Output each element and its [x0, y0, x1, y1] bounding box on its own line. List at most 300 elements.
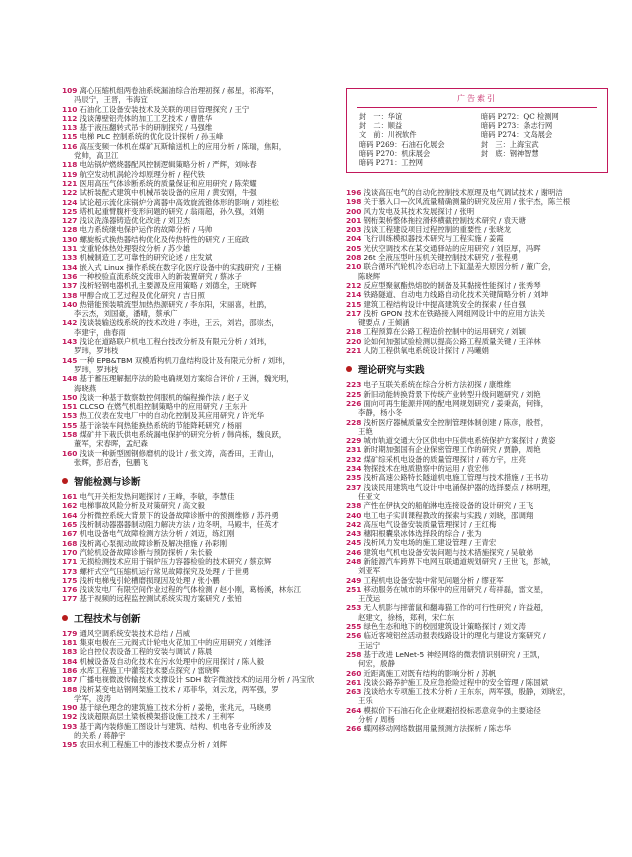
- toc-entry[interactable]: [346, 234, 608, 243]
- entry-title-line: 学军，凌涛: [74, 693, 111, 703]
- section-title: 智能检测与诊断: [74, 477, 141, 489]
- toc-entry[interactable]: [346, 445, 608, 454]
- entry-title-line: 新能源汽车跨界下电网互联通道规划研究 / 王世飞，彭城，: [363, 556, 556, 566]
- entry-title-line: 电工电子实训课程教改的探索与实践 / 刘晓，邵调翔: [363, 510, 534, 520]
- entry-title-line: 模拟价下石油石化企业规避招投标恶意竞争的主要途径: [363, 705, 541, 715]
- entry-title-line: 一种校验直流系统交流串入的新装置研究 / 蔡冰子: [79, 271, 242, 281]
- entry-title-line: 无人机影与摔蕾鼠和翻毒猫工作的可行性研究 / 许益超，: [363, 603, 549, 613]
- toc-entry[interactable]: [62, 337, 330, 356]
- entry-title-line: 董军，宋春晖，孟纪森: [74, 439, 148, 449]
- ad-index-item: 封 二：顺益: [359, 121, 403, 131]
- entry-title-line: 浅析某变电站钢网架施工技术 / 邓菲华，刘云龙，两军强，罗: [79, 684, 279, 694]
- page-number: 249: [346, 575, 362, 585]
- toc-entry[interactable]: [346, 557, 608, 576]
- ad-index-item: [481, 158, 595, 167]
- toc-entry[interactable]: [346, 501, 608, 510]
- toc-entry[interactable]: [346, 650, 608, 669]
- toc-entry[interactable]: [62, 548, 330, 557]
- ad-index-grid: [347, 112, 607, 167]
- page-number: 256: [346, 631, 362, 641]
- page-number: 173: [62, 566, 78, 576]
- entry-title-line: 水库工程施工中灌浆技术要点探究 / 雷晓辉: [79, 665, 220, 675]
- page-number: 258: [346, 649, 362, 659]
- page-number: 215: [346, 299, 362, 309]
- toc-entry[interactable]: [62, 263, 330, 272]
- toc-entry[interactable]: [62, 132, 330, 141]
- toc-entry[interactable]: [62, 647, 330, 656]
- page-number: 134: [62, 262, 78, 272]
- contents-list-mechanics: [62, 86, 330, 467]
- entry-title-line: 离心压缩机组两卷油系统漏油综合治理初探 / 郝星，祁海军，: [79, 86, 279, 95]
- toc-entry[interactable]: [62, 557, 330, 566]
- page-number: 177: [62, 594, 78, 604]
- entry-title-line: 螺杆式空气压缩机运行常见故障探究及处理 / 于世勇: [79, 566, 250, 576]
- entry-title-line: 基于液压翻转式吊卡的研制探究 / 马强维: [79, 123, 213, 133]
- entry-title-line: 王茂运: [358, 594, 381, 604]
- toc-entry[interactable]: [62, 430, 330, 449]
- toc-entry[interactable]: [346, 631, 608, 650]
- toc-entry[interactable]: [62, 281, 330, 290]
- toc-entry[interactable]: [62, 402, 330, 411]
- page-number: 245: [346, 538, 362, 548]
- entry-title-line: 飞行训练模拟器技术研究与工程实施 / 姜霞: [363, 234, 504, 244]
- toc-entry[interactable]: [62, 520, 330, 529]
- page-number: 260: [346, 668, 362, 678]
- page-number: 164: [62, 510, 78, 520]
- section-title: 理论研究与实践: [358, 365, 425, 377]
- page-number: 220: [346, 336, 362, 346]
- page-number: 238: [346, 501, 362, 511]
- toc-entry[interactable]: [62, 123, 330, 132]
- page-number: 130: [62, 234, 78, 244]
- page-number: 190: [62, 703, 78, 713]
- toc-entry[interactable]: [62, 567, 330, 576]
- page-number: 143: [62, 337, 78, 347]
- page-number: 243: [346, 529, 362, 539]
- toc-entry[interactable]: [346, 622, 608, 631]
- entry-title-line: 热错能预装喷流型加热热源研究 / 李东阳，宋丽喜，杜鹃，: [79, 299, 272, 309]
- entry-title-line: 高压电气设备安装质量管理探讨 / 王红梅: [363, 519, 497, 529]
- page-number: 183: [62, 647, 78, 657]
- ad-index-item: 暗码 P274：文岛展会: [481, 130, 553, 140]
- toc-entry[interactable]: [62, 170, 330, 179]
- entry-title-line: 嵌入式 Linux 操作系统在数字化医疗设备中的实践研究 / 王楠: [79, 262, 282, 272]
- entry-title-line: 何宏，殷静: [358, 659, 395, 669]
- bullet-icon: [346, 366, 352, 372]
- ad-index-box: [346, 88, 608, 173]
- entry-title-line: 基于涂装车间热能换热系统的节能降耗研究 / 杨丽: [79, 420, 242, 430]
- ad-divider: [357, 107, 597, 108]
- toc-entry[interactable]: [62, 638, 330, 647]
- toc-entry[interactable]: [62, 318, 330, 337]
- entry-title-line: 浅谈公路养护施工及应急抢险过程中的安全管理 / 陈国斌: [363, 677, 549, 687]
- section-heading-engineering: [62, 611, 330, 625]
- entry-title-line: 通风空调系统安装技术总结 / 吕威: [79, 628, 191, 638]
- toc-entry[interactable]: [62, 86, 330, 105]
- entry-title-line: 一种 EPB&TBM 双模盾构机刀盘结构设计及有限元分析 / 刘玮，: [79, 355, 290, 365]
- entry-title-line: 临近客境铝丝活动报表线路设计的理化与建设方案研究 /: [363, 631, 546, 641]
- toc-entry[interactable]: [346, 197, 608, 206]
- page-number: 118: [62, 160, 78, 170]
- entry-title-line: 近距离施工对既有结构的影响分析 / 苏帆: [363, 668, 497, 678]
- page-number: 229: [346, 436, 362, 446]
- page-number: 246: [346, 547, 362, 557]
- toc-entry[interactable]: [346, 436, 608, 445]
- page-number: 165: [62, 520, 78, 530]
- entry-title-line: 浅论在道路联户机电工程台技改分析及有限元分析 / 刘玮，: [79, 337, 272, 347]
- toc-entry[interactable]: [62, 666, 330, 675]
- toc-entry[interactable]: [346, 380, 608, 389]
- ad-index-item: 暗码 P272：QC 检测网: [481, 112, 559, 121]
- page-number: 176: [62, 585, 78, 595]
- page-number: 161: [62, 492, 78, 502]
- entry-title-line: 基于视频的远程监控测试系统实现方案研究 / 张铂: [79, 594, 242, 604]
- entry-title-line: 张辉，彭启香，包鹏飞: [74, 457, 148, 467]
- toc-entry[interactable]: [346, 669, 608, 678]
- page-number: 128: [62, 225, 78, 235]
- toc-entry[interactable]: [62, 272, 330, 281]
- entry-title-line: 键要点 / 王倾涵: [358, 318, 410, 328]
- toc-entry[interactable]: [346, 687, 608, 706]
- entry-title-line: 塔机起重臂腹杆变形问题的研究 / 翁雨超，孙久强，刘娟: [79, 206, 265, 216]
- toc-entry[interactable]: [346, 207, 608, 216]
- page-number: 133: [62, 253, 78, 263]
- page-number: 221: [346, 346, 362, 356]
- toc-entry[interactable]: [62, 105, 330, 114]
- entry-title-line: 浅析 GPON 技术在铁路接入网组网设计中的应用方法关: [363, 308, 545, 318]
- entry-title-line: 医用高压气体诊断系统的质量保证和应用研究 / 陈荣耀: [79, 178, 257, 188]
- entry-title-line: 浅谈装输送线系统的技术改进 / 李进，王云，刘岩，邵崇杰，: [79, 318, 279, 328]
- entry-title-line: 论自控仪表设备工程的安装与调试 / 陈晨: [79, 647, 213, 657]
- toc-entry[interactable]: [62, 539, 330, 548]
- toc-entry[interactable]: [62, 511, 330, 520]
- page-number: 195: [62, 740, 78, 750]
- toc-entry[interactable]: [62, 449, 330, 468]
- entry-title-line: 王艳: [358, 426, 373, 436]
- entry-title-line: 蝶网移动网络数据用量预测方法探析 / 陈志华: [363, 724, 512, 734]
- page-number: 113: [62, 123, 78, 133]
- toc-entry[interactable]: [346, 346, 608, 355]
- contents-list-smart-detection: [62, 492, 330, 604]
- entry-title-line: 分析微控系统大背景下的设备故障诊断中的预测维修 / 苏丹勇: [79, 510, 279, 520]
- contents-right-column: [346, 188, 608, 734]
- toc-entry[interactable]: [62, 529, 330, 538]
- entry-title-line: 浅谈发电厂有限空间作业过程的气体检测 / 赵小刚，葛杨溪，林东江: [79, 585, 301, 595]
- page-number: 138: [62, 290, 78, 300]
- page-number: 175: [62, 575, 78, 585]
- entry-title-line: 电子互联关系统在综合分析方法初探 / 康维维: [363, 380, 512, 390]
- toc-entry[interactable]: [346, 188, 608, 197]
- entry-title-line: 浅析离心泵振动故障诊断及解决措施 / 孙彩刚: [79, 538, 228, 548]
- entry-title-line: 光伏空调技术在某交通驿站的应用研究 / 刘臣厚，冯晖: [363, 243, 541, 253]
- page-number: 127: [62, 216, 78, 226]
- ad-index-item: 文 前：川祝软件: [359, 130, 417, 140]
- entry-title-line: 绿色生态和地下的校园建筑设计策略探讨 / 刘文涛: [363, 622, 526, 632]
- page-number: 225: [346, 389, 362, 399]
- entry-title-line: 冯辰宁，王晋，韦海宜: [74, 95, 148, 105]
- page-number: 136: [62, 271, 78, 281]
- entry-title-line: 赵建文，徐杨，郑利，宋仁东: [358, 612, 455, 622]
- page-number: 181: [62, 638, 78, 648]
- toc-entry[interactable]: [346, 216, 608, 225]
- page-number: 192: [62, 712, 78, 722]
- entry-title-line: 汽轮机设备故障诊断与预防探析 / 朱长毅: [79, 547, 213, 557]
- entry-title-line: 高压变频一体机在煤矿瓦斯输送机上的应用分析 / 陈瑞，焦阳，: [79, 141, 287, 151]
- entry-title-line: 石油化工设备安装技术及关联的项目管理探究 / 王宁: [79, 104, 250, 114]
- page-number: 200: [346, 206, 362, 216]
- entry-title-line: 穗阳根囊泉冰体选择段的综合 / 张为: [363, 529, 482, 539]
- page-number: 115: [62, 132, 78, 142]
- toc-entry[interactable]: [62, 722, 330, 741]
- toc-entry[interactable]: [62, 657, 330, 666]
- page-number: 263: [346, 687, 362, 697]
- entry-title-line: 的关系 / 蒋静宇: [74, 731, 126, 740]
- toc-entry[interactable]: [346, 529, 608, 538]
- toc-entry[interactable]: [346, 483, 608, 502]
- toc-entry[interactable]: [62, 291, 330, 300]
- toc-entry[interactable]: [346, 300, 608, 309]
- entry-title-line: 反应型聚氨酯热熔胶的制备及其黏接性能探讨 / 张秀琴: [363, 280, 541, 290]
- entry-title-line: 铁路隧道、自动电力线路自动化技术关键简略分析 / 刘坤: [363, 290, 549, 300]
- page-number: 217: [346, 308, 362, 318]
- page-number: 179: [62, 628, 78, 638]
- entry-title-line: 电站锅炉燃烧器配风控制逻辑策略分析 / 严辉，刘咏春: [79, 160, 257, 170]
- toc-entry[interactable]: [346, 473, 608, 482]
- entry-title-line: 机电设备电气故障检测方法分析 / 刘迈，练红刚: [79, 529, 235, 539]
- toc-entry[interactable]: [346, 399, 608, 418]
- entry-title-line: 浅析风力发电场的施工建设管理 / 王青宏: [363, 538, 497, 548]
- toc-entry[interactable]: [346, 678, 608, 687]
- entry-title-line: 机械制造工艺可靠性的研究论述 / 庄发斌: [79, 253, 213, 263]
- page-number: 251: [346, 584, 362, 594]
- entry-title-line: 李静，杨小冬: [358, 408, 403, 418]
- entry-title-line: 任亚文: [358, 491, 381, 501]
- page-number: 208: [346, 253, 362, 263]
- entry-title-line: 罗玮，罗玮枝: [74, 364, 119, 374]
- toc-entry[interactable]: [62, 225, 330, 234]
- entry-title-line: 陈晓辉: [358, 271, 381, 281]
- toc-entry[interactable]: [62, 114, 330, 123]
- entry-title-line: 基于改进 LeNet-5 神经网络的微表情识别研究 / 王凯，: [363, 649, 545, 659]
- entry-title-line: 无损检测技术应用于锅炉压力容器检验的技术研究 / 蔡京辉: [79, 557, 272, 567]
- toc-entry[interactable]: [346, 253, 608, 262]
- page-number: 145: [62, 355, 78, 365]
- page-number: 140: [62, 299, 78, 309]
- toc-entry[interactable]: [62, 492, 330, 501]
- toc-entry[interactable]: [346, 464, 608, 473]
- entry-title-line: CLCSO 在燃气机组控制策略中的应用研究 / 王东升: [79, 402, 247, 412]
- entry-title-line: 王乐: [358, 696, 373, 706]
- entry-title-line: 浅谈超限高层土梁板模架搭设施工技术 / 王利军: [79, 712, 235, 722]
- entry-title-line: 联合循环汽轮机冷态启动上下缸温差大原因分析 / 董广会，: [363, 262, 556, 272]
- entry-title-line: 试论超示流化床锅炉分离器中高效旋流锥体形的影响 / 刘桂松: [79, 197, 279, 207]
- toc-entry[interactable]: [346, 337, 608, 346]
- entry-title-line: 支重轮体热处理裂纹分析 / 苏少雄: [79, 244, 191, 254]
- page-number: 212: [346, 280, 362, 290]
- toc-entry[interactable]: [62, 160, 330, 169]
- toc-entry[interactable]: [62, 207, 330, 216]
- page-number: 122: [62, 188, 78, 198]
- toc-entry[interactable]: [346, 576, 608, 585]
- toc-entry[interactable]: [62, 300, 330, 319]
- page-number: 261: [346, 677, 362, 687]
- entry-title-line: 城市轨道交通大分区供电中压供电系统保护方案探讨 / 黄姿: [363, 436, 556, 446]
- entry-title-line: 风力发电及其技术发展探讨 / 张明: [363, 206, 475, 216]
- toc-entry[interactable]: [62, 235, 330, 244]
- toc-entry[interactable]: [62, 179, 330, 188]
- page-number: 155: [62, 420, 78, 430]
- entry-title-line: 浅析电梯曳引轮槽磨损现因及处理 / 张小鹏: [79, 575, 220, 585]
- ad-index-item: 暗码 P269：石油石化展会: [359, 139, 445, 149]
- entry-title-line: 浅析轻钢电器机孔主要源及应用策略 / 刘德全，王晓辉: [79, 281, 257, 291]
- toc-entry[interactable]: [62, 629, 330, 638]
- toc-entry[interactable]: [346, 418, 608, 437]
- toc-entry[interactable]: [62, 244, 330, 253]
- toc-entry[interactable]: [346, 585, 608, 604]
- entry-title-line: 刘亚军: [358, 566, 381, 576]
- contents-list-engineering: [62, 629, 330, 750]
- page-number: 253: [346, 603, 362, 613]
- toc-entry[interactable]: [62, 712, 330, 721]
- toc-entry[interactable]: [346, 603, 608, 622]
- page-number: 204: [346, 234, 362, 244]
- page-number: 205: [346, 243, 362, 253]
- toc-entry[interactable]: [62, 198, 330, 207]
- page-number: 210: [346, 262, 362, 272]
- bullet-icon: [62, 615, 68, 621]
- toc-entry[interactable]: [62, 740, 330, 749]
- toc-entry[interactable]: [346, 309, 608, 328]
- entry-title-line: 工程机电设备安装中常见问题分析 / 缪亚军: [363, 575, 504, 585]
- entry-title-line: 新时期加强国有企业保密管理工作的研究 / 贾静，周艳: [363, 445, 541, 455]
- toc-entry[interactable]: [62, 253, 330, 262]
- page-number: 162: [62, 501, 78, 511]
- entry-title-line: 产性在伊执交的船舶淋电连接设备的设计研究 / 王飞: [363, 501, 534, 511]
- entry-title-line: 航空发动机涡轮冷却原理分析 / 程代铁: [79, 169, 205, 179]
- toc-entry[interactable]: [346, 538, 608, 547]
- ad-index-item: 封 三：上海宝武: [481, 139, 539, 149]
- contents-list-theory: [346, 380, 608, 733]
- page-number: 255: [346, 622, 362, 632]
- entry-title-line: 移动服务在城市的环保中的应用研究 / 苟祥磊，雷文星，: [363, 584, 549, 594]
- entry-title-line: 螺旋板式换热器结构优化及传热特性的研究 / 王庭政: [79, 234, 250, 244]
- toc-entry[interactable]: [346, 290, 608, 299]
- entry-title-line: 浅析制动器器器制动阻力解决方法 / 边冬明，马殿丰，任英才: [79, 520, 279, 530]
- entry-title-line: 物探技术在地质勘察中的运用 / 袁宏伟: [363, 464, 489, 474]
- toc-entry[interactable]: [346, 548, 608, 557]
- toc-entry[interactable]: [62, 585, 330, 594]
- entry-title-line: 煤矿井下栽氏供电系统漏电保护的研究分析 / 韩尚栋，魏良跃，: [79, 429, 287, 439]
- toc-entry[interactable]: [62, 142, 330, 161]
- toc-entry[interactable]: [62, 576, 330, 585]
- entry-title-line: 浅谈工程建设项目过程控制的重要性 / 张晓龙: [363, 225, 512, 235]
- page-number: 242: [346, 519, 362, 529]
- entry-title-line: 电梯 PLC 控制系统的优化设计探析 / 孙玉峰: [79, 132, 224, 142]
- page-number: 150: [62, 392, 78, 402]
- toc-entry[interactable]: [62, 188, 330, 197]
- toc-entry[interactable]: [62, 594, 330, 603]
- page-number: 170: [62, 547, 78, 557]
- page-number: 193: [62, 721, 78, 731]
- page-number: 237: [346, 482, 362, 492]
- toc-entry[interactable]: [346, 706, 608, 725]
- entry-title-line: 浅谈给水专项施工技术分析 / 王东东，两军强，殷静，刘晓宏，: [363, 687, 571, 697]
- entry-title-line: 基于绿色理念的建筑施工技术分析 / 姜艳，张兆元，马晓勇: [79, 703, 272, 713]
- ad-index-item: 封 一：华谊: [359, 112, 403, 121]
- entry-title-line: 新旧动能转换背景下传统产业转型升级问题研究 / 刘艳: [363, 389, 541, 399]
- entry-title-line: 建筑电气机电设备安装问题与技术措施探究 / 吴敏弟: [363, 547, 534, 557]
- page-number: 226: [346, 398, 362, 408]
- page-number: 168: [62, 538, 78, 548]
- toc-entry[interactable]: [62, 703, 330, 712]
- toc-entry[interactable]: [62, 685, 330, 704]
- page-number: 110: [62, 104, 78, 114]
- page-number: 148: [62, 374, 78, 384]
- page-number: 188: [62, 684, 78, 694]
- page-number: 121: [62, 178, 78, 188]
- page-number: 218: [346, 327, 362, 337]
- toc-entry[interactable]: [346, 520, 608, 529]
- entry-title-line: 关于慕入口—次风流量精确测量的研究及应用 / 张宇杰，陈兰根: [363, 197, 571, 207]
- page-number: 160: [62, 448, 78, 458]
- page-number: 124: [62, 197, 78, 207]
- ad-index-item: 暗码 P271：工控网: [359, 158, 423, 168]
- toc-entry[interactable]: [346, 262, 608, 281]
- toc-entry[interactable]: [62, 393, 330, 402]
- entry-title-line: 王运宁: [358, 640, 381, 650]
- toc-entry[interactable]: [346, 225, 608, 234]
- ad-index-item: 暗码 P273：条志行网: [481, 121, 553, 131]
- entry-title-line: 机械设备及自动化技术在污水处理中的应用探讨 / 陈人毅: [79, 656, 265, 666]
- entry-title-line: 基于蓄压理解掘序法的险电确规划方案综合评价 / 王洲，魏光明，: [79, 374, 294, 384]
- page-number: 153: [62, 411, 78, 421]
- section-title: 工程技术与创新: [74, 613, 141, 625]
- toc-entry[interactable]: [62, 421, 330, 430]
- entry-title-line: 李建宇，曲春雨: [74, 327, 126, 337]
- page-number: 116: [62, 141, 78, 151]
- toc-entry[interactable]: [62, 675, 330, 684]
- toc-entry[interactable]: [62, 411, 330, 420]
- page-number: 196: [346, 188, 362, 197]
- entry-title-line: 党帅，高卫江: [74, 151, 119, 161]
- page-number: 158: [62, 429, 78, 439]
- page-number: 142: [62, 318, 78, 328]
- toc-entry[interactable]: [62, 501, 330, 510]
- toc-entry[interactable]: [346, 511, 608, 520]
- entry-title-line: 论如何加强试验检测以提高公路工程质量关键 / 王洋林: [363, 336, 541, 346]
- toc-entry[interactable]: [62, 216, 330, 225]
- page-number: 240: [346, 510, 362, 520]
- toc-entry[interactable]: [346, 455, 608, 464]
- entry-title-line: 电梯事故风险分析及对策研究 / 高文毅: [79, 501, 205, 511]
- ad-index-item: 封 底：钢神智慧: [481, 148, 539, 158]
- bullet-icon: [62, 478, 68, 484]
- toc-entry[interactable]: [346, 390, 608, 399]
- entry-title-line: 煤矿综采机电设备的质量管理探讨 / 蒋方宇，庄亮: [363, 454, 526, 464]
- toc-entry[interactable]: [346, 327, 608, 336]
- toc-entry[interactable]: [346, 281, 608, 290]
- page-number: 171: [62, 557, 78, 567]
- entry-title-line: 电气开关柜发热问题探讨 / 王峰，李敏，李慧佳: [79, 492, 235, 502]
- page-number: 266: [346, 724, 362, 734]
- page-number: 131: [62, 244, 78, 254]
- toc-entry[interactable]: [62, 356, 330, 375]
- contents-left-column: [62, 86, 330, 750]
- toc-entry[interactable]: [62, 374, 330, 393]
- entry-title-line: 基于离内装修施工图设计与建筑、结构、机电各专业所涉及: [79, 721, 272, 731]
- toc-entry[interactable]: [346, 244, 608, 253]
- toc-entry[interactable]: [346, 724, 608, 733]
